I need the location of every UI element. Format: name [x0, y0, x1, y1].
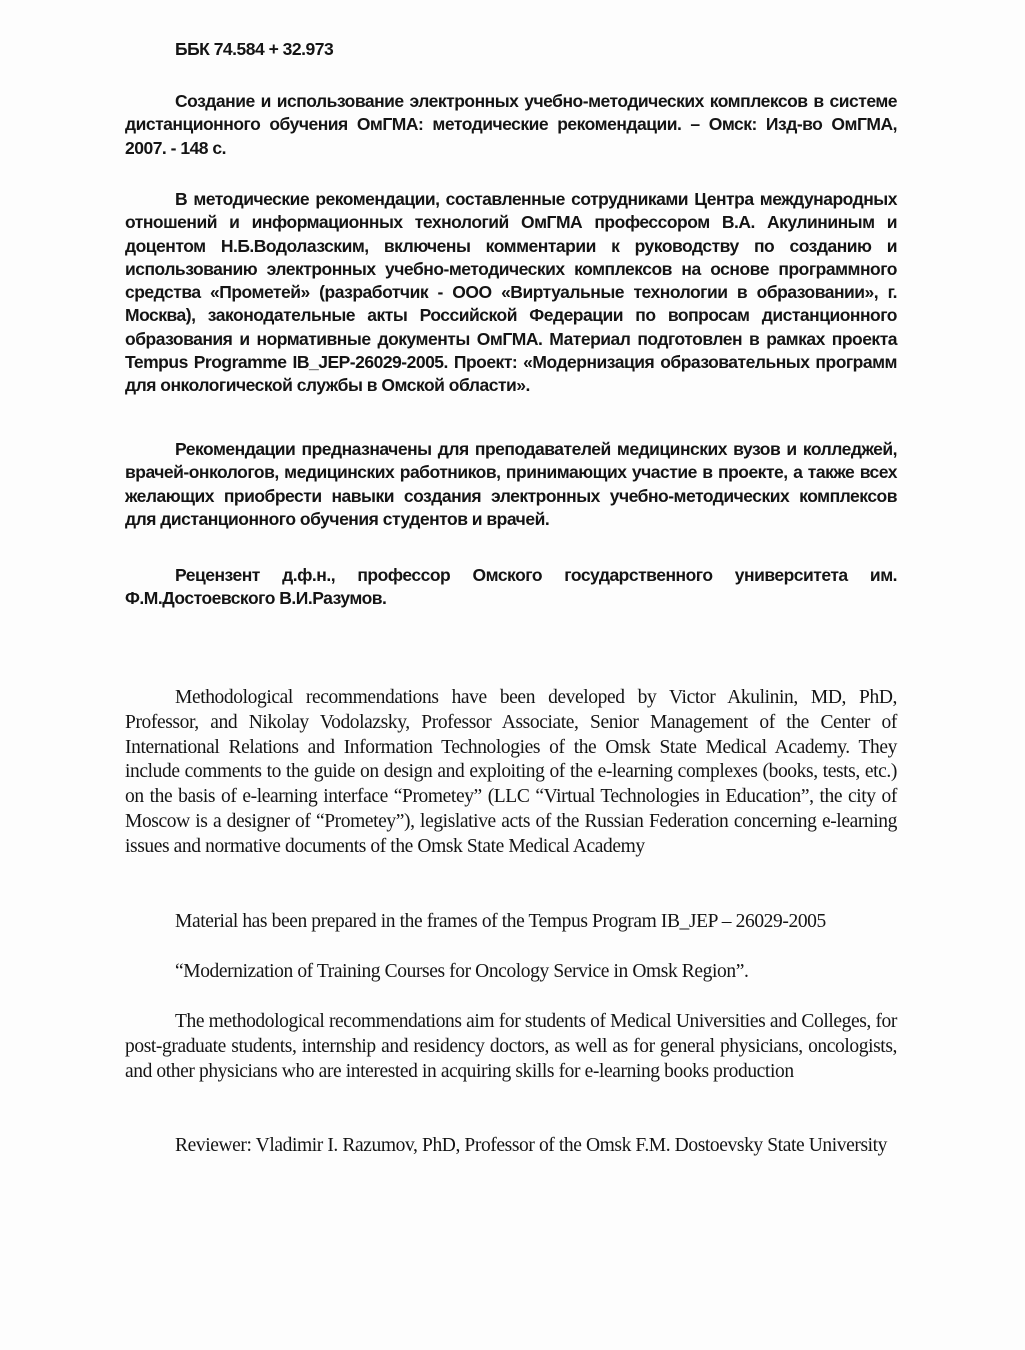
audience-en: The methodological recommendations aim for students of Medical Universities and Colleges, for post-graduate students, internship and residency doctors, as well as for general physicians, oncologists, and other physicians who are interested in acquiring skills for e-learning books production: [125, 1011, 897, 1082]
annotation-ru-paragraph-2: Рекомендации предназначены для преподавателей медицинских вузов и колледжей, врачей-онкологов, медицинских работников, принимающих участие в проекте, а также всех желающих приобрести навыки создания электронных учебно-методических комплексов для дистанционного обучения студентов и врачей.: [125, 439, 897, 529]
abstract-en: Methodological recommendations have been developed by Victor Akulinin, MD, PhD, Professor, and Nikolay Vodolazsky, Professor Associate, Senior Management of the Center of International Relations and Information Technologies of the Omsk State Medical Academy. They include comments to the guide on design and exploiting of the e-learning complexes (books, tests, etc.) on the basis of e-learning interface “Prometey” (LLC “Virtual Technologies in Education”, the city of Moscow is a designer of “Prometey”), legislative acts of the Russian Federation concerning e-learning issues and normative documents of the Omsk State Medical Academy: [125, 687, 897, 857]
reviewer-ru: Рецензент д.ф.н., профессор Омского государственного университета им. Ф.М.Достоевского В.И.Разумов.: [125, 565, 897, 609]
material-en-line1: Material has been prepared in the frames of the Tempus Program IB_JEP – 26029-2005: [175, 911, 826, 932]
reviewer-en: Reviewer: Vladimir I. Razumov, PhD, Professor of the Omsk F.M. Dostoevsky State University: [175, 1135, 888, 1156]
annotation-ru-paragraph-1: В методические рекомендации, составленные сотрудниками Центра международных отношений и информационных технологий ОмГМА профессором В.А. Акулининым и доцентом Н.Б.Водолазским, включены комментарии к руководству по созданию и использованию электронных учебно-методических комплексов на основе программного средства «Прометей» (разработчик - ООО «Виртуальные технологии в образовании», г. Москва), законодательные акты Российской Федерации по вопросам дистанционного образования и нормативные документы ОмГМА. Материал подготовлен в рамках проекта Tempus Programme IB_JEP-26029-2005. Проект: «Модернизация образовательных программ для онкологической службы в Омской области».: [125, 189, 897, 396]
bbk-classification: ББК 74.584 + 32.973: [175, 39, 334, 59]
material-en-line2: “Modernization of Training Courses for Oncology Service in Omsk Region”.: [175, 961, 749, 982]
bibliographic-record: Создание и использование электронных учебно-методических комплексов в системе дистанционного обучения ОмГМА: методические рекомендации. – Омск: Изд-во ОмГМА, 2007. - 148 с.: [125, 91, 897, 158]
